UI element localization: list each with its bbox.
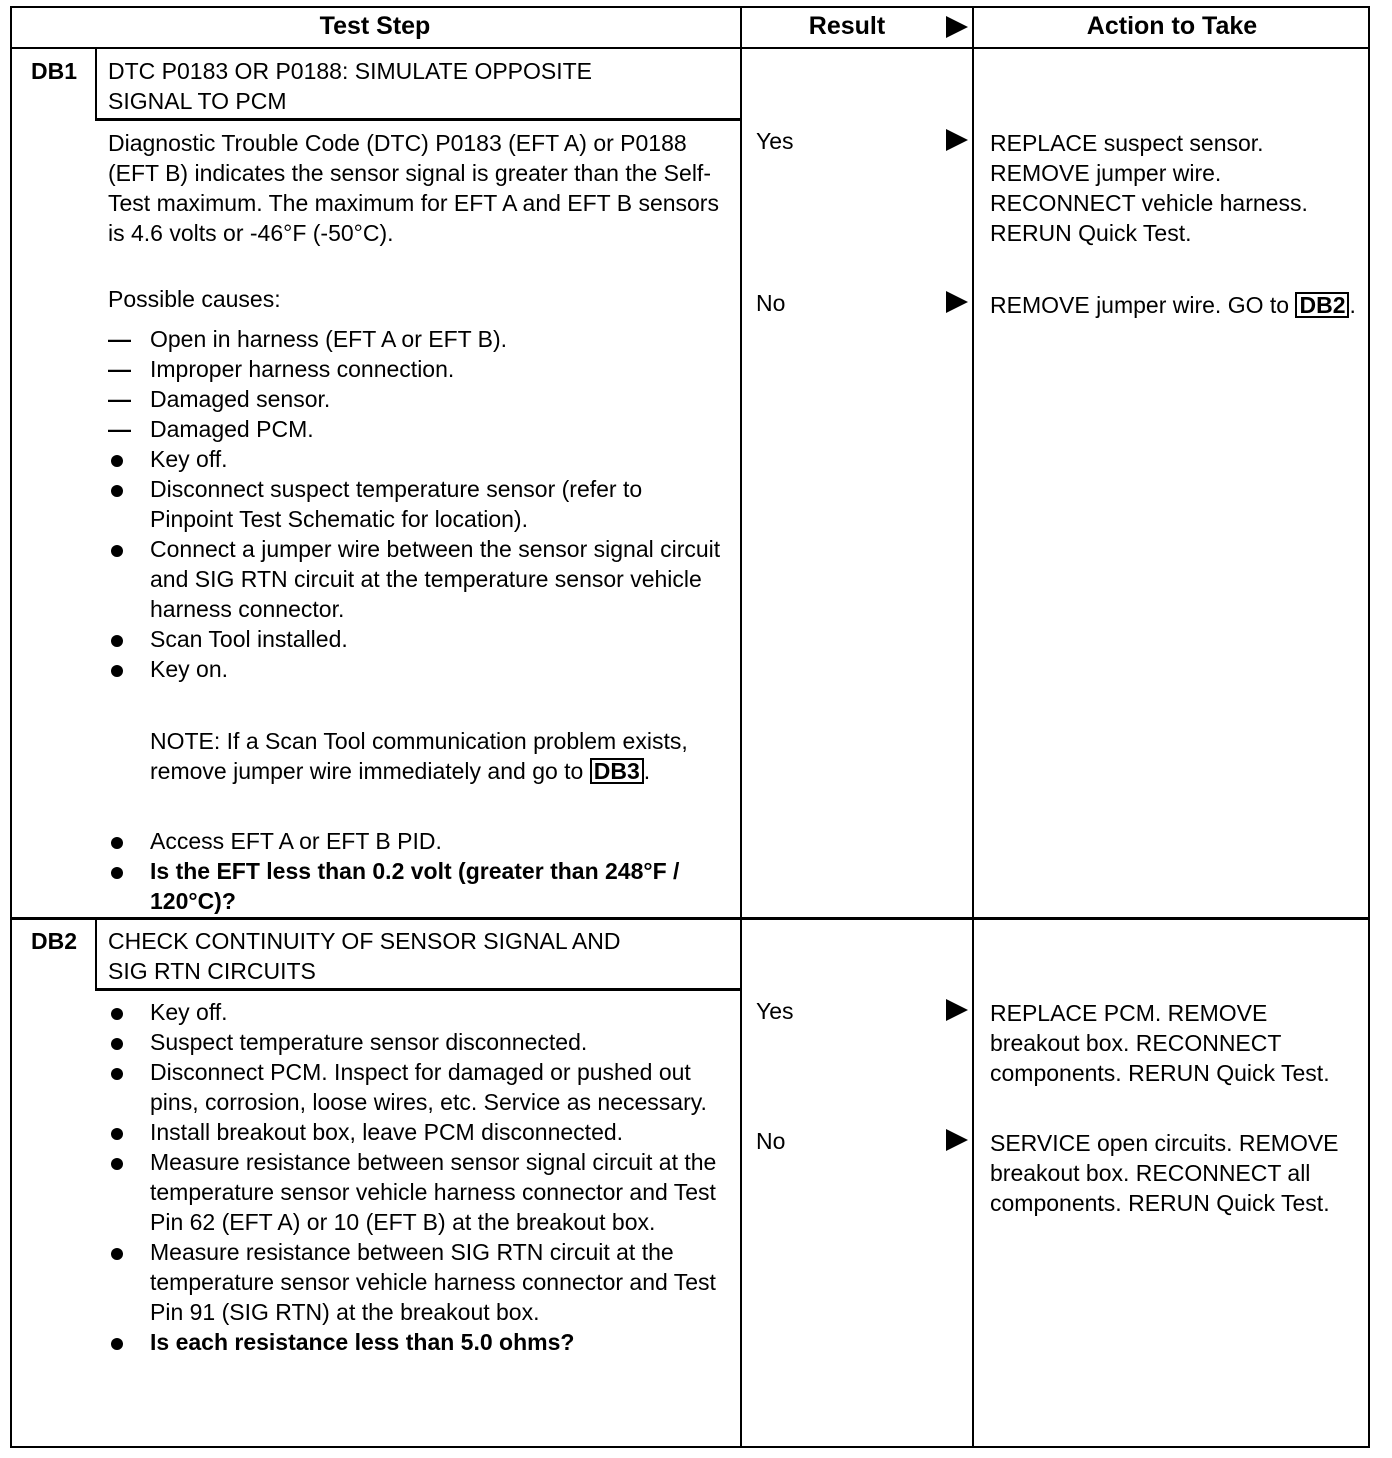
db2-title: [108, 926, 728, 986]
db1-title-line-2: SIGNAL TO PCM: [108, 88, 287, 114]
bullet-icon: [111, 1128, 123, 1140]
db2-title-line-2: SIG RTN CIRCUITS: [108, 958, 316, 984]
db1-steps-after: [108, 826, 728, 916]
db2-reference-link[interactable]: DB2: [1295, 292, 1349, 318]
bullet-icon: [111, 665, 123, 677]
db2-yes-arrow-icon: [946, 999, 968, 1021]
step-question: Is each resistance less than 5.0 ohms?: [108, 1327, 728, 1357]
db2-result-no: No: [756, 1128, 786, 1154]
db3-reference-link[interactable]: DB3: [590, 758, 644, 784]
header-arrow-icon: [946, 16, 968, 38]
db2-steps-list: [108, 997, 728, 1357]
db1-yes-arrow-icon: [946, 129, 968, 151]
bullet-icon: [111, 837, 123, 849]
step-item: Key on.: [108, 654, 728, 684]
db2-no-arrow-icon: [946, 1129, 968, 1151]
step-item: Key off.: [108, 444, 728, 474]
step-item: Scan Tool installed.: [108, 624, 728, 654]
db1-steps-list: [108, 444, 728, 684]
header-action: Action to Take: [1086, 12, 1258, 40]
db1-action-no: REMOVE jumper wire. GO to DB2 .: [990, 292, 1356, 318]
db1-intro: Diagnostic Trouble Code (DTC) P0183 (EFT A) or P0188 (EFT B) indicates the sensor signal is greater than the Self-Test maximum. The maximum for EFT A and EFT B sensors is 4.6 volts or -46°F (-50°C).: [108, 130, 719, 246]
db1-code: DB1: [30, 58, 77, 84]
cause-item: — Improper harness connection.: [108, 356, 455, 382]
db2-action-no: SERVICE open circuits. REMOVE breakout box. RECONNECT all components. RERUN Quick Test.: [990, 1130, 1339, 1216]
header-divider: [10, 47, 1370, 49]
step-question: Is the EFT less than 0.2 volt (greater than 248°F / 120°C)?: [108, 856, 728, 916]
column-divider-result: [740, 6, 742, 1448]
db2-code: DB2: [30, 928, 77, 954]
bullet-icon: [111, 545, 123, 557]
db1-action-yes: REPLACE suspect sensor. REMOVE jumper wire. RECONNECT vehicle harness. RERUN Quick Test.: [990, 130, 1308, 246]
bullet-icon: [111, 1338, 123, 1350]
db1-note: NOTE: If a Scan Tool communication problem exists, remove jumper wire immediately and go to DB3 .: [150, 728, 688, 784]
db1-result-no: No: [756, 290, 786, 316]
bullet-icon: [111, 1008, 123, 1020]
step-item: Measure resistance between sensor signal circuit at the temperature sensor vehicle harness connector and Test Pin 62 (EFT A) or 10 (EFT B) at the breakout box.: [108, 1147, 728, 1237]
step-item: Suspect temperature sensor disconnected.: [108, 1027, 728, 1057]
bullet-icon: [111, 1248, 123, 1260]
db1-causes-label: Possible causes:: [108, 286, 281, 312]
db1-result-yes: Yes: [756, 128, 794, 154]
bullet-icon: [111, 1068, 123, 1080]
bullet-icon: [111, 455, 123, 467]
step-item: Disconnect PCM. Inspect for damaged or pushed out pins, corrosion, loose wires, etc. Service as necessary.: [108, 1057, 728, 1117]
bullet-icon: [111, 1038, 123, 1050]
db1-no-arrow-icon: [946, 291, 968, 313]
bullet-icon: [111, 635, 123, 647]
db1-title-divider: [95, 118, 741, 121]
db2-code-divider: [95, 918, 97, 990]
bullet-icon: [111, 1158, 123, 1170]
step-item: Disconnect suspect temperature sensor (refer to Pinpoint Test Schematic for location).: [108, 474, 728, 534]
step-item: Measure resistance between SIG RTN circuit at the temperature sensor vehicle harness connector and Test Pin 91 (SIG RTN) at the breakout box.: [108, 1237, 728, 1327]
cause-item: — Damaged PCM.: [108, 416, 314, 442]
cause-item: — Damaged sensor.: [108, 386, 331, 412]
step-item: Key off.: [108, 997, 728, 1027]
db1-causes-list: [108, 324, 728, 444]
bullet-icon: [111, 485, 123, 497]
db1-code-divider: [95, 48, 97, 120]
bullet-icon: [111, 867, 123, 879]
header-test-step: Test Step: [319, 12, 431, 40]
db2-action-yes: REPLACE PCM. REMOVE breakout box. RECONNECT components. RERUN Quick Test.: [990, 1000, 1330, 1086]
db2-title-divider: [95, 988, 741, 991]
section-divider: [10, 917, 1370, 920]
step-item: Connect a jumper wire between the sensor signal circuit and SIG RTN circuit at the temperature sensor vehicle harness connector.: [108, 534, 728, 624]
step-item: Access EFT A or EFT B PID.: [108, 826, 728, 856]
db1-title: [108, 56, 728, 116]
db2-title-line-1: CHECK CONTINUITY OF SENSOR SIGNAL AND: [108, 928, 621, 954]
header-result: Result: [808, 12, 886, 40]
step-item: Install breakout box, leave PCM disconnected.: [108, 1117, 728, 1147]
db1-title-line-1: DTC P0183 OR P0188: SIMULATE OPPOSITE: [108, 58, 593, 84]
db2-result-yes: Yes: [756, 998, 794, 1024]
column-divider-action: [972, 6, 974, 1448]
cause-item: — Open in harness (EFT A or EFT B).: [108, 326, 508, 352]
